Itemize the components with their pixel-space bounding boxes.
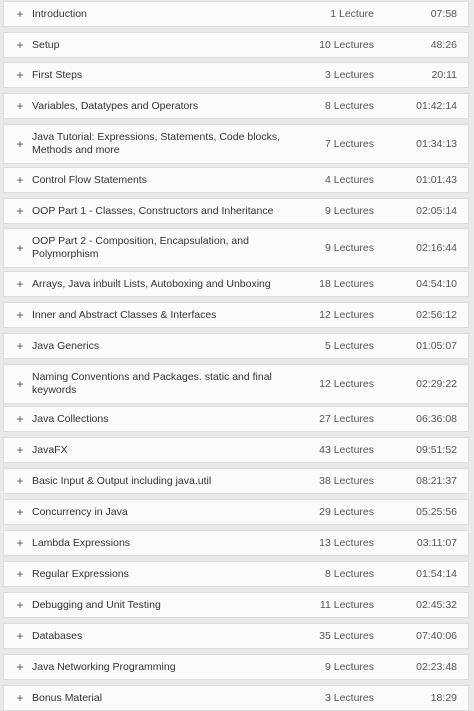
lecture-count: 12 Lectures [319,309,374,321]
section-duration: 04:54:10 [416,278,457,290]
section-title: Debugging and Unit Testing [32,598,161,611]
section-title: Bonus Material [32,691,103,704]
section-duration: 01:54:14 [416,568,457,580]
curriculum-section[interactable] [3,530,469,556]
plus-icon[interactable]: + [16,204,24,218]
section-title: Inner and Abstract Classes & Interfaces [32,308,217,321]
section-duration: 07:58 [430,8,457,20]
plus-icon[interactable]: + [16,137,24,151]
lecture-count: 8 Lectures [324,100,374,112]
section-title: Regular Expressions [32,567,129,580]
lecture-count: 35 Lectures [319,630,374,642]
lecture-count: 9 Lectures [324,205,374,217]
plus-icon[interactable]: + [16,567,24,581]
curriculum-section[interactable] [3,468,469,494]
section-title: Control Flow Statements [32,173,147,186]
lecture-count: 13 Lectures [319,537,374,549]
plus-icon[interactable]: + [16,660,24,674]
section-title: JavaFX [32,443,68,456]
plus-icon[interactable]: + [16,443,24,457]
lecture-count: 18 Lectures [319,278,374,290]
section-title: Java Networking Programming [32,660,176,673]
curriculum-section[interactable] [3,364,469,404]
lecture-count: 5 Lectures [324,340,374,352]
curriculum-section[interactable] [3,499,469,525]
section-duration: 01:05:07 [416,340,457,352]
section-title: OOP Part 1 - Classes, Constructors and Inheritance [32,204,274,217]
plus-icon[interactable]: + [16,412,24,426]
plus-icon[interactable]: + [16,277,24,291]
section-duration: 08:21:37 [416,475,457,487]
section-duration: 02:05:14 [416,205,457,217]
section-duration: 05:25:56 [416,506,457,518]
section-title: Java Collections [32,412,109,425]
lecture-count: 8 Lectures [324,568,374,580]
curriculum-section[interactable] [3,198,469,224]
curriculum-section[interactable] [3,271,469,297]
plus-icon[interactable]: + [16,308,24,322]
section-title: Setup [32,38,60,51]
plus-icon[interactable]: + [16,68,24,82]
curriculum-section[interactable] [3,592,469,618]
curriculum-section[interactable] [3,437,469,463]
curriculum-section[interactable] [3,1,469,27]
plus-icon[interactable]: + [16,629,24,643]
section-title: Basic Input & Output including java.util [32,474,212,487]
section-duration: 01:01:43 [416,174,457,186]
lecture-count: 29 Lectures [319,506,374,518]
section-title: Arrays, Java inbuilt Lists, Autoboxing and Unboxing [32,277,271,290]
plus-icon[interactable]: + [16,691,24,705]
curriculum-section[interactable] [3,406,469,432]
curriculum-section[interactable] [3,228,469,268]
curriculum-section[interactable] [3,167,469,193]
curriculum-section[interactable] [3,561,469,587]
section-title: Variables, Datatypes and Operators [32,99,199,112]
section-title: Databases [32,629,83,642]
lecture-count: 9 Lectures [324,242,374,254]
curriculum-section[interactable] [3,623,469,649]
plus-icon[interactable]: + [16,38,24,52]
plus-icon[interactable]: + [16,7,24,21]
plus-icon[interactable]: + [16,173,24,187]
section-duration: 02:23:48 [416,661,457,673]
lecture-count: 43 Lectures [319,444,374,456]
section-title: Concurrency in Java [32,505,128,518]
section-duration: 03:11:07 [416,537,457,549]
curriculum-section[interactable] [3,333,469,359]
lecture-count: 3 Lectures [324,692,374,704]
section-duration: 02:16:44 [416,242,457,254]
section-duration: 01:42:14 [416,100,457,112]
curriculum-section[interactable] [3,124,469,164]
lecture-count: 9 Lectures [324,661,374,673]
plus-icon[interactable]: + [16,536,24,550]
lecture-count: 27 Lectures [319,413,374,425]
plus-icon[interactable]: + [16,505,24,519]
lecture-count: 38 Lectures [319,475,374,487]
section-title: Java Tutorial: Expressions, Statements, Code blocks, Methods and more [32,131,281,156]
section-title: First Steps [32,68,83,81]
section-duration: 02:29:22 [416,378,457,390]
curriculum-section[interactable] [3,32,469,58]
lecture-count: 10 Lectures [319,39,374,51]
section-title: Java Generics [32,339,100,352]
curriculum-section[interactable] [3,302,469,328]
section-duration: 01:34:13 [416,138,457,150]
curriculum-section[interactable] [3,654,469,680]
plus-icon[interactable]: + [16,241,24,255]
section-duration: 18:29 [430,692,457,704]
section-duration: 02:45:32 [416,599,457,611]
curriculum-section[interactable] [3,685,469,711]
lecture-count: 11 Lectures [319,599,374,611]
lecture-count: 7 Lectures [324,138,374,150]
plus-icon[interactable]: + [16,598,24,612]
plus-icon[interactable]: + [16,474,24,488]
section-title: Lambda Expressions [32,536,131,549]
lecture-count: 1 Lecture [330,8,374,20]
lecture-count: 12 Lectures [319,378,374,390]
plus-icon[interactable]: + [16,99,24,113]
lecture-count: 3 Lectures [324,69,374,81]
section-duration: 48:26 [430,39,457,51]
plus-icon[interactable]: + [16,339,24,353]
section-title: Naming Conventions and Packages. static and final keywords [32,371,272,396]
section-title: OOP Part 2 - Composition, Encapsulation, and Polymorphism [32,235,249,260]
section-duration: 06:36:08 [416,413,457,425]
curriculum-section[interactable] [3,93,469,119]
section-duration: 20:11 [431,69,457,81]
section-title: Introduction [32,7,87,20]
section-duration: 02:56:12 [416,309,457,321]
plus-icon[interactable]: + [16,377,24,391]
curriculum-section[interactable] [3,62,469,88]
section-duration: 07:40:06 [416,630,457,642]
section-duration: 09:51:52 [416,444,457,456]
lecture-count: 4 Lectures [324,174,374,186]
